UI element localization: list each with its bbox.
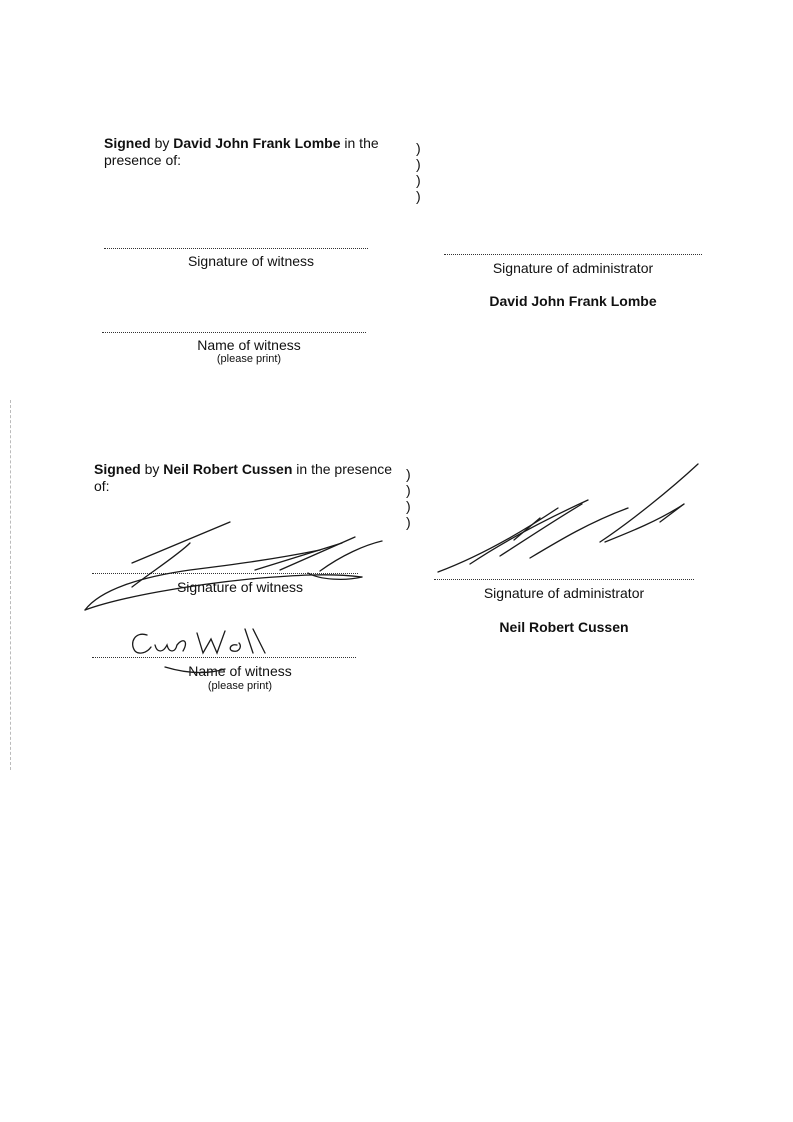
block2-paren-2: ): [406, 482, 411, 498]
block1-paren-2: ): [416, 156, 421, 172]
administrator-handwritten-signature: [430, 460, 705, 580]
block1-admin-name: David John Frank Lombe: [489, 293, 657, 309]
block2-admin-signature-label: Signature of administrator: [483, 585, 645, 601]
block1-witness-signature-line: [104, 248, 368, 249]
block2-witness-name-label: Name of witness: [188, 663, 292, 679]
block2-paren-4: ): [406, 514, 411, 530]
scan-artifact-left-margin: [10, 400, 11, 770]
block2-please-print: (please print): [207, 680, 273, 692]
block1-by-word: by: [154, 135, 170, 151]
block1-paren-4: ): [416, 188, 421, 204]
block1-witness-name-line: [102, 332, 366, 333]
block2-paren-1: ): [406, 466, 411, 482]
block2-signed-line2: of:: [94, 478, 110, 494]
block2-signatory-name: Neil Robert Cussen: [163, 461, 293, 477]
block1-signatory-name: David John Frank Lombe: [173, 135, 341, 151]
block2-witness-signature-label: Signature of witness: [176, 579, 304, 595]
block1-admin-signature-label: Signature of administrator: [492, 260, 654, 276]
block1-signed-line1: [104, 135, 379, 151]
block1-admin-signature-line: [444, 254, 702, 255]
block2-signed-line1: [94, 461, 392, 477]
witness-handwritten-signature: [80, 515, 390, 615]
block1-paren-3: ): [416, 172, 421, 188]
handwritten-witness-name: [125, 625, 275, 680]
block1-signed-line2: presence of:: [104, 152, 182, 168]
block1-paren-1: ): [416, 140, 421, 156]
block1-witness-name-label: Name of witness: [197, 337, 301, 353]
block1-signed-word: Signed: [104, 135, 151, 151]
block1-tail-text: in the: [344, 135, 379, 151]
block2-signed-word: Signed: [94, 461, 141, 477]
block1-please-print: (please print): [216, 353, 282, 365]
block2-tail-text: in the presence: [296, 461, 393, 477]
block2-paren-3: ): [406, 498, 411, 514]
block1-witness-signature-label: Signature of witness: [187, 253, 315, 269]
block2-by-word: by: [144, 461, 160, 477]
block2-admin-name: Neil Robert Cussen: [499, 619, 629, 635]
